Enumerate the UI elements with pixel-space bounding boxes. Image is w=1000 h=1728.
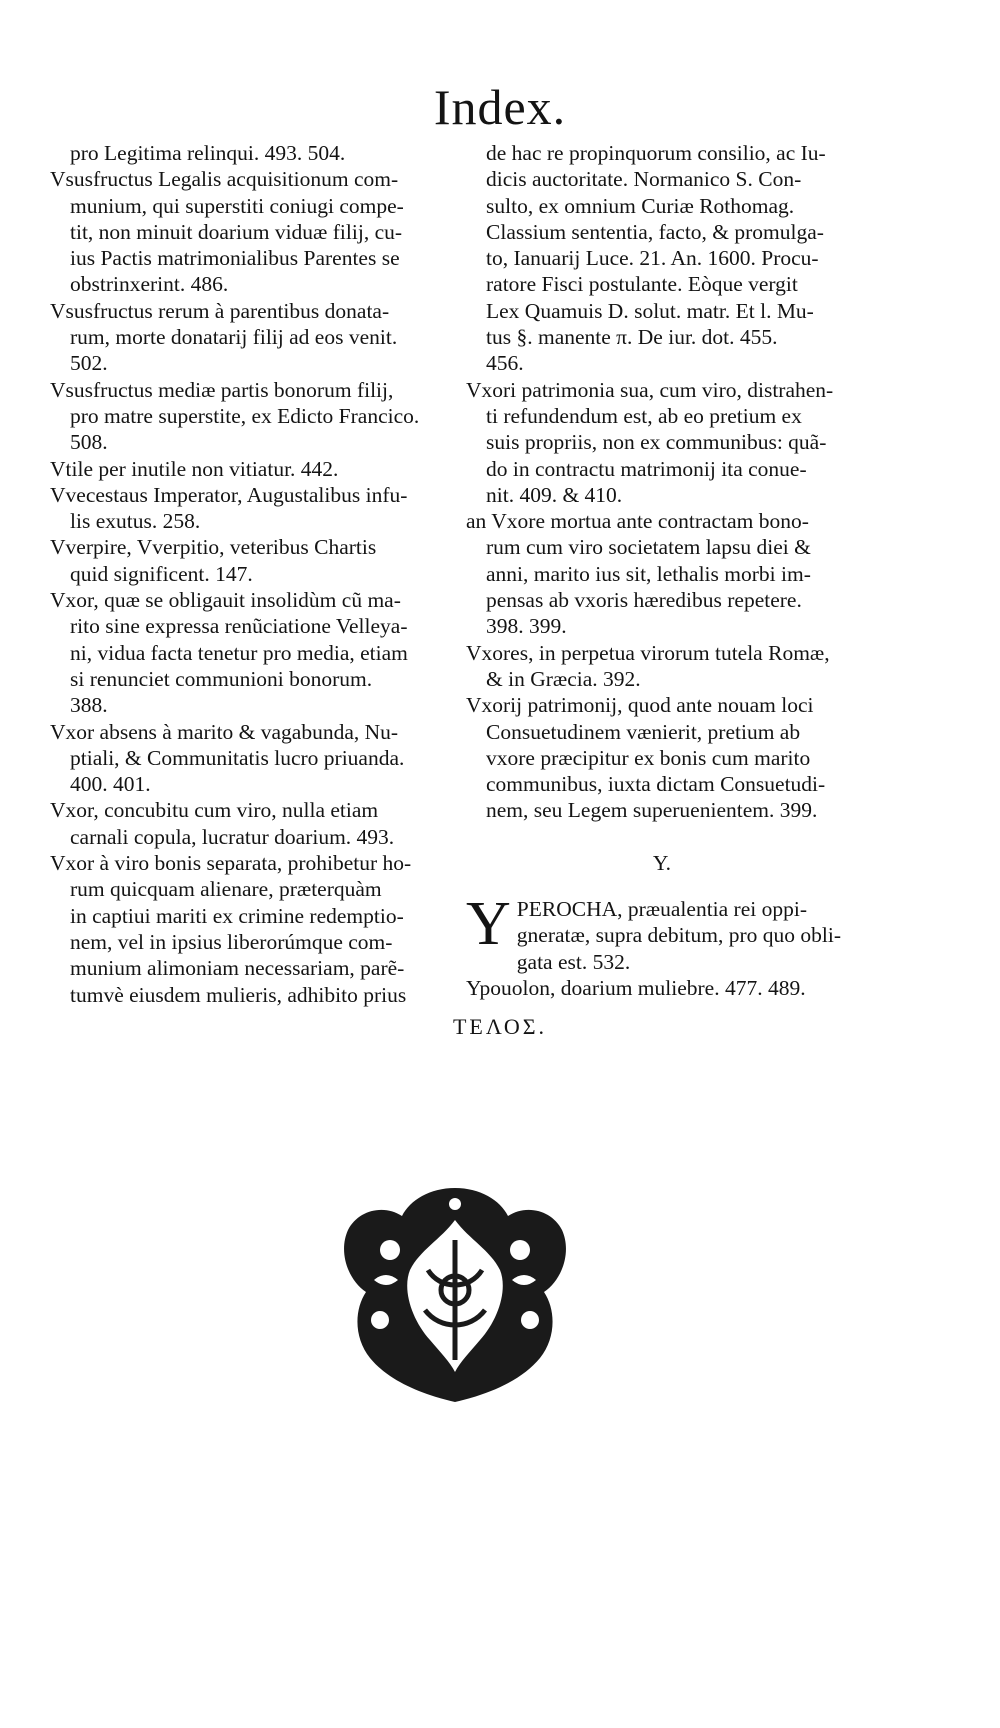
index-line: quid significent. 147. xyxy=(70,561,253,586)
index-line: Vxores, in perpetua virorum tutela Romæ, xyxy=(466,640,830,665)
index-line: sulto, ex omnium Curiæ Rothomag. xyxy=(486,193,795,218)
index-line: Vsusfructus rerum à parentibus donata- xyxy=(50,298,390,323)
index-line: PEROCHA, præualentia rei oppi- xyxy=(516,897,807,922)
index-line: Vxor à viro bonis separata, prohibetur ho- xyxy=(50,851,412,876)
printers-ornament xyxy=(330,1180,580,1410)
index-line: anni, marito ius sit, lethalis morbi im- xyxy=(486,561,811,586)
index-line: tus §. manente π. De iur. dot. 455. xyxy=(486,325,778,350)
index-line: tit, non minuit doarium viduæ filij, cu- xyxy=(70,219,403,244)
index-line: ius Pactis matrimonialibus Parentes se xyxy=(70,246,400,271)
index-line: in captiui mariti ex crimine redemptio- xyxy=(70,903,404,928)
index-line: Vsusfructus Legalis acquisitionum com- xyxy=(50,167,399,192)
index-line: gata est. 532. xyxy=(516,949,631,974)
index-line: Vxor, quæ se obligauit insolidùm cũ ma- xyxy=(50,588,401,613)
index-line: an Vxore mortua ante contractam bono- xyxy=(466,509,809,534)
index-line: gneratæ, supra debitum, pro quo obli- xyxy=(516,923,842,948)
index-line: Vxor absens à marito & vagabunda, Nu- xyxy=(50,719,399,744)
section-letter-y: Y. xyxy=(652,850,672,875)
index-line: obstrinxerint. 486. xyxy=(70,272,229,297)
index-line: 456. xyxy=(486,351,524,376)
index-line: si renunciet communioni bonorum. xyxy=(70,666,373,691)
telos-colophon: ΤΕΛΟΣ. xyxy=(452,1014,548,1039)
index-line: pro Legitima relinqui. 493. 504. xyxy=(70,141,346,165)
index-line: de hac re propinquorum consilio, ac Iu- xyxy=(486,141,826,165)
index-line: ptiali, & Communitatis lucro priuanda. xyxy=(70,745,405,770)
index-entry-ypouolon: Ypouolon, doarium muliebre. 477. 489. xyxy=(466,975,806,1000)
index-line: Vverpire, Vverpitio, veteribus Chartis xyxy=(50,535,377,560)
index-line: vxore præcipitur ex bonis cum marito xyxy=(486,745,811,770)
index-line: lis exutus. 258. xyxy=(70,509,201,534)
section-y-first-entry xyxy=(466,890,858,975)
index-line: Vxor, concubitu cum viro, nulla etiam xyxy=(50,798,379,823)
index-line: 508. xyxy=(70,430,108,455)
index-entries-right xyxy=(466,140,858,824)
index-line: nit. 409. & 410. xyxy=(486,482,623,507)
index-line: ti refundendum est, ab eo pretium ex xyxy=(486,403,802,428)
index-line: munium alimoniam necessariam, parẽ- xyxy=(70,956,405,981)
index-line: 388. xyxy=(70,693,108,718)
index-line: Vxori patrimonia sua, cum viro, distrahen- xyxy=(466,377,834,402)
index-line: do in contractu matrimonij ita conue- xyxy=(486,456,807,481)
index-line: 398. 399. xyxy=(486,614,567,639)
index-line: Vvecestaus Imperator, Augustalibus infu- xyxy=(50,482,408,507)
index-line: Vtile per inutile non vitiatur. 442. xyxy=(50,456,339,481)
index-line: carnali copula, lucratur doarium. 493. xyxy=(70,824,395,849)
section-y-entry-lines xyxy=(517,896,841,975)
index-line: to, Ianuarij Luce. 21. An. 1600. Procu- xyxy=(486,246,819,271)
index-line: 502. xyxy=(70,351,108,376)
page-title: Index. xyxy=(433,79,567,135)
index-line: 400. 401. xyxy=(70,772,151,797)
index-line: & in Græcia. 392. xyxy=(486,666,641,691)
index-line: communibus, iuxta dictam Consuetudi- xyxy=(486,772,826,797)
index-line: Vxorij patrimonij, quod ante nouam loci xyxy=(466,693,814,718)
index-line: ni, vidua facta tenetur pro media, etiam xyxy=(70,640,408,665)
index-line: Vsusfructus mediæ partis bonorum filij, xyxy=(50,377,394,402)
index-line: dicis auctoritate. Normanico S. Con- xyxy=(486,167,802,192)
index-line: rito sine expressa renũciatione Velleya- xyxy=(70,614,408,639)
index-line: Classium sententia, facto, & promulga- xyxy=(486,219,824,244)
index-line: Lex Quamuis D. solut. matr. Et l. Mu- xyxy=(486,298,814,323)
index-line: rum, morte donatarij filij ad eos venit. xyxy=(70,325,398,350)
index-line: suis propriis, non ex communibus: quã- xyxy=(486,430,827,455)
index-line: rum quicquam alienare, præterquàm xyxy=(70,877,382,902)
index-line: tumvè eiusdem mulieris, adhibito prius xyxy=(70,982,407,1007)
index-line: ratore Fisci postulante. Eòque vergit xyxy=(486,272,798,297)
index-line: rum cum viro societatem lapsu diei & xyxy=(486,535,811,560)
index-column-right xyxy=(466,140,858,1001)
index-column-left xyxy=(50,140,450,1008)
index-line: pensas ab vxoris hæredibus repetere. xyxy=(486,588,802,613)
index-line: pro matre superstite, ex Edicto Francico. xyxy=(70,403,420,428)
dropcap-y: Y xyxy=(466,890,511,959)
index-line: munium, qui superstiti coniugi compe- xyxy=(70,193,404,218)
index-line: nem, seu Legem superuenientem. 399. xyxy=(486,798,818,823)
index-line: Consuetudinem vænierit, pretium ab xyxy=(486,719,801,744)
index-line: nem, vel in ipsius liberorúmque com- xyxy=(70,929,393,954)
